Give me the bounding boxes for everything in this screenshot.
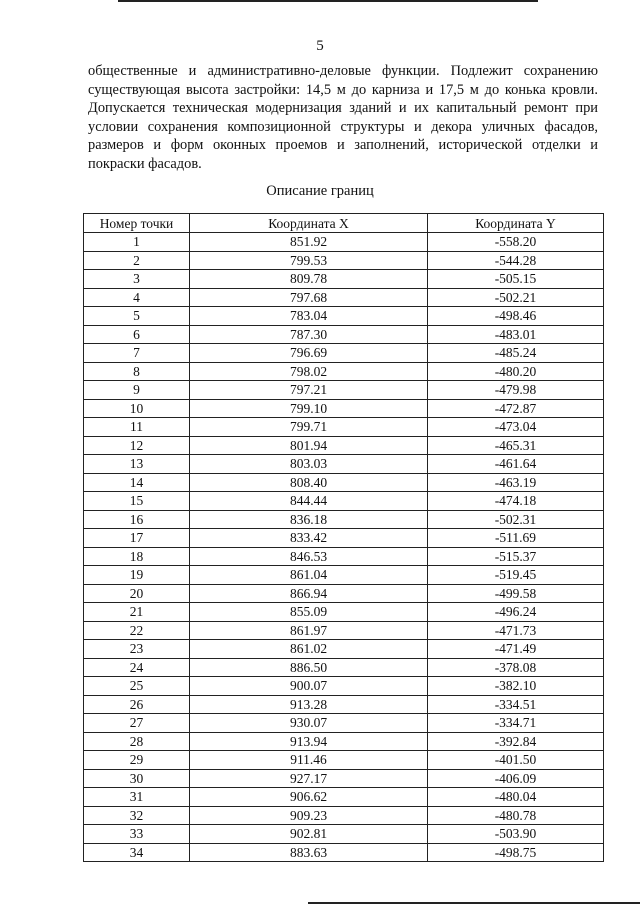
table-row xyxy=(84,825,604,844)
coordinate-y-cell: -480.04 xyxy=(428,788,604,807)
point-number-cell: 34 xyxy=(84,843,190,862)
coordinate-x-cell: 799.71 xyxy=(190,418,428,437)
page-number: 5 xyxy=(316,38,324,54)
table-row xyxy=(84,492,604,511)
coordinate-x-cell: 861.04 xyxy=(190,566,428,585)
table-row xyxy=(84,732,604,751)
coordinate-y-cell: -334.51 xyxy=(428,695,604,714)
table-row xyxy=(84,714,604,733)
coordinate-x-cell: 801.94 xyxy=(190,436,428,455)
coordinate-y-cell: -499.58 xyxy=(428,584,604,603)
point-number-cell: 10 xyxy=(84,399,190,418)
coordinate-x-cell: 783.04 xyxy=(190,307,428,326)
body-paragraph: общественные и административно-деловые функции. Подлежит сохранению существующая высота застройки: 14,5 м до карниза и 17,5 м до конька кровли. Допускается техническая модернизация зданий и их капитальный ремонт при условии сохранения композиционной структуры и декора уличных фасадов, размеров и форм оконных проемов и заполнений, исторической отделки и покраски фасадов. xyxy=(88,63,598,172)
coordinate-y-cell: -498.75 xyxy=(428,843,604,862)
coordinate-x-cell: 883.63 xyxy=(190,843,428,862)
coordinate-x-cell: 913.28 xyxy=(190,695,428,714)
point-number-cell: 29 xyxy=(84,751,190,770)
coordinate-y-cell: -471.49 xyxy=(428,640,604,659)
section-title: Описание границ xyxy=(266,183,374,199)
coordinate-y-cell: -503.90 xyxy=(428,825,604,844)
point-number-cell: 13 xyxy=(84,455,190,474)
coordinate-x-cell: 911.46 xyxy=(190,751,428,770)
coordinate-y-cell: -496.24 xyxy=(428,603,604,622)
coordinate-y-cell: -378.08 xyxy=(428,658,604,677)
coordinate-y-cell: -483.01 xyxy=(428,325,604,344)
point-number-cell: 12 xyxy=(84,436,190,455)
table-row xyxy=(84,640,604,659)
coordinate-x-cell: 930.07 xyxy=(190,714,428,733)
table-row xyxy=(84,547,604,566)
table-row xyxy=(84,270,604,289)
coordinate-x-cell: 844.44 xyxy=(190,492,428,511)
table-row xyxy=(84,418,604,437)
coordinate-y-cell: -544.28 xyxy=(428,251,604,270)
point-number-cell: 3 xyxy=(84,270,190,289)
table-row xyxy=(84,436,604,455)
table-body xyxy=(84,233,604,862)
coordinate-x-cell: 846.53 xyxy=(190,547,428,566)
table-row xyxy=(84,455,604,474)
coordinate-y-cell: -505.15 xyxy=(428,270,604,289)
point-number-cell: 8 xyxy=(84,362,190,381)
table-row xyxy=(84,677,604,696)
coordinate-y-cell: -474.18 xyxy=(428,492,604,511)
table-row xyxy=(84,584,604,603)
coordinate-x-cell: 796.69 xyxy=(190,344,428,363)
coordinate-y-cell: -502.31 xyxy=(428,510,604,529)
point-number-cell: 28 xyxy=(84,732,190,751)
table-row xyxy=(84,788,604,807)
table-row xyxy=(84,381,604,400)
table-row xyxy=(84,695,604,714)
coordinate-x-cell: 913.94 xyxy=(190,732,428,751)
coordinate-y-cell: -515.37 xyxy=(428,547,604,566)
point-number-cell: 20 xyxy=(84,584,190,603)
coordinate-x-cell: 836.18 xyxy=(190,510,428,529)
table-row xyxy=(84,251,604,270)
table-row xyxy=(84,399,604,418)
table-row xyxy=(84,566,604,585)
point-number-cell: 6 xyxy=(84,325,190,344)
coordinate-y-cell: -519.45 xyxy=(428,566,604,585)
coordinate-y-cell: -511.69 xyxy=(428,529,604,548)
point-number-cell: 22 xyxy=(84,621,190,640)
table-row xyxy=(84,288,604,307)
coordinate-x-cell: 902.81 xyxy=(190,825,428,844)
table-row xyxy=(84,233,604,252)
bottom-rule xyxy=(308,902,640,904)
coordinate-y-cell: -334.71 xyxy=(428,714,604,733)
coordinate-x-cell: 803.03 xyxy=(190,455,428,474)
coordinate-x-cell: 861.97 xyxy=(190,621,428,640)
coordinate-x-cell: 799.53 xyxy=(190,251,428,270)
point-number-cell: 33 xyxy=(84,825,190,844)
coordinate-y-cell: -392.84 xyxy=(428,732,604,751)
table-row xyxy=(84,806,604,825)
coordinate-x-cell: 797.21 xyxy=(190,381,428,400)
coordinate-x-cell: 866.94 xyxy=(190,584,428,603)
point-number-cell: 32 xyxy=(84,806,190,825)
point-number-cell: 1 xyxy=(84,233,190,252)
table-row xyxy=(84,325,604,344)
coordinate-x-cell: 808.40 xyxy=(190,473,428,492)
table-header-row xyxy=(84,214,604,233)
table-row xyxy=(84,307,604,326)
table-row xyxy=(84,529,604,548)
table-row xyxy=(84,362,604,381)
table-row xyxy=(84,473,604,492)
table-row xyxy=(84,769,604,788)
point-number-cell: 24 xyxy=(84,658,190,677)
point-number-cell: 30 xyxy=(84,769,190,788)
point-number-cell: 11 xyxy=(84,418,190,437)
point-number-cell: 26 xyxy=(84,695,190,714)
coordinate-x-cell: 861.02 xyxy=(190,640,428,659)
point-number-cell: 31 xyxy=(84,788,190,807)
point-number-cell: 18 xyxy=(84,547,190,566)
coordinate-x-cell: 886.50 xyxy=(190,658,428,677)
table-row xyxy=(84,751,604,770)
point-number-cell: 5 xyxy=(84,307,190,326)
point-number-cell: 2 xyxy=(84,251,190,270)
coordinate-y-cell: -471.73 xyxy=(428,621,604,640)
coordinate-x-cell: 787.30 xyxy=(190,325,428,344)
point-number-cell: 9 xyxy=(84,381,190,400)
point-number-cell: 15 xyxy=(84,492,190,511)
coordinate-y-cell: -485.24 xyxy=(428,344,604,363)
table-row xyxy=(84,344,604,363)
coordinate-y-cell: -558.20 xyxy=(428,233,604,252)
coordinate-y-cell: -498.46 xyxy=(428,307,604,326)
coordinate-x-cell: 799.10 xyxy=(190,399,428,418)
top-rule xyxy=(118,0,538,2)
coordinate-x-cell: 833.42 xyxy=(190,529,428,548)
coordinate-x-cell: 927.17 xyxy=(190,769,428,788)
coordinate-x-cell: 797.68 xyxy=(190,288,428,307)
coordinate-y-cell: -473.04 xyxy=(428,418,604,437)
header-point-number: Номер точки xyxy=(84,214,190,233)
coordinate-y-cell: -463.19 xyxy=(428,473,604,492)
point-number-cell: 25 xyxy=(84,677,190,696)
coordinate-y-cell: -382.10 xyxy=(428,677,604,696)
coordinate-y-cell: -406.09 xyxy=(428,769,604,788)
header-coordinate-y: Координата Y xyxy=(428,214,604,233)
coordinate-y-cell: -479.98 xyxy=(428,381,604,400)
point-number-cell: 19 xyxy=(84,566,190,585)
coordinate-x-cell: 909.23 xyxy=(190,806,428,825)
coordinate-y-cell: -480.78 xyxy=(428,806,604,825)
table-row xyxy=(84,658,604,677)
point-number-cell: 4 xyxy=(84,288,190,307)
coordinate-x-cell: 855.09 xyxy=(190,603,428,622)
coordinate-x-cell: 809.78 xyxy=(190,270,428,289)
table-row xyxy=(84,843,604,862)
coordinate-y-cell: -401.50 xyxy=(428,751,604,770)
coordinate-y-cell: -465.31 xyxy=(428,436,604,455)
table-row xyxy=(84,603,604,622)
coordinate-y-cell: -502.21 xyxy=(428,288,604,307)
header-coordinate-x: Координата X xyxy=(190,214,428,233)
table-row xyxy=(84,510,604,529)
table-row xyxy=(84,621,604,640)
coordinate-x-cell: 798.02 xyxy=(190,362,428,381)
coordinate-x-cell: 906.62 xyxy=(190,788,428,807)
point-number-cell: 14 xyxy=(84,473,190,492)
coordinate-y-cell: -472.87 xyxy=(428,399,604,418)
point-number-cell: 16 xyxy=(84,510,190,529)
point-number-cell: 21 xyxy=(84,603,190,622)
coordinate-x-cell: 851.92 xyxy=(190,233,428,252)
point-number-cell: 17 xyxy=(84,529,190,548)
coordinates-table xyxy=(83,213,604,862)
point-number-cell: 23 xyxy=(84,640,190,659)
coordinate-y-cell: -461.64 xyxy=(428,455,604,474)
coordinate-y-cell: -480.20 xyxy=(428,362,604,381)
point-number-cell: 27 xyxy=(84,714,190,733)
coordinate-x-cell: 900.07 xyxy=(190,677,428,696)
point-number-cell: 7 xyxy=(84,344,190,363)
